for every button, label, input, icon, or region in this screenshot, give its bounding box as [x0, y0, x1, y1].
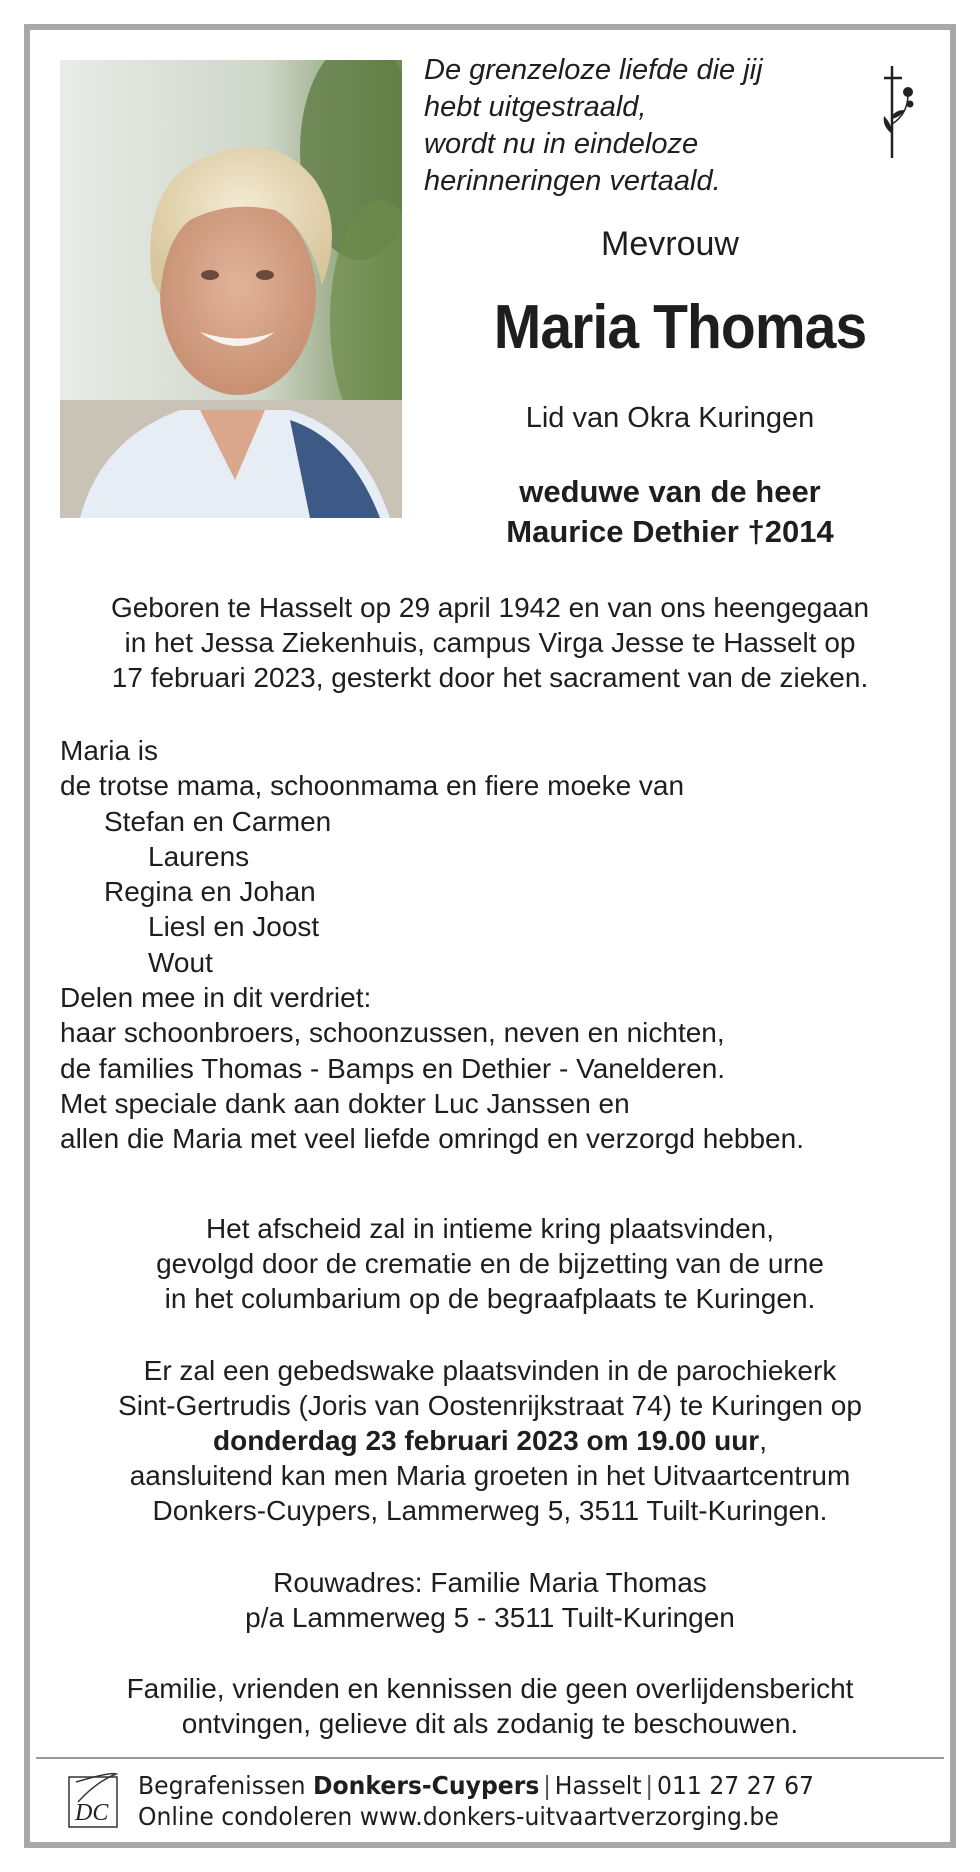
text-line: in het Jessa Ziekenhuis, campus Virga Jesse te Hasselt op — [124, 627, 856, 658]
company-phone[interactable]: 011 27 27 67 — [656, 1771, 814, 1800]
deceased-name: Maria Thomas — [493, 293, 867, 362]
footer-divider — [36, 1757, 944, 1759]
family-list — [60, 733, 920, 1157]
text-line: de families Thomas - Bamps en Dethier - Vanelderen. — [60, 1052, 726, 1084]
dc-logo-icon — [66, 1772, 120, 1830]
mourning-address — [48, 1565, 932, 1635]
text-line: Er zal een gebedswake plaatsvinden in de parochiekerk — [143, 1355, 837, 1386]
text-line: gevolgd door de crematie en de bijzetting van de urne — [156, 1248, 824, 1279]
grandchild-entry: Liesl en Joost — [148, 911, 320, 943]
poem-line: De grenzeloze liefde die jij — [424, 54, 763, 86]
wake-date-line: donderdag 23 februari 2023 om 19.00 uur, — [213, 1425, 767, 1456]
svg-text:DC: DC — [75, 1800, 109, 1826]
text-line: Sint-Gertrudis (Joris van Oostenrijkstraat 74) te Kuringen op — [118, 1390, 862, 1421]
poem-line: herinneringen vertaald. — [424, 165, 721, 197]
widow-line: weduwe van de heer — [519, 474, 821, 509]
text-line: allen die Maria met veel liefde omringd en verzorgd hebben. — [60, 1123, 804, 1155]
honorific: Mevrouw — [601, 225, 739, 263]
text-line: ontvingen, gelieve dit als zodanig te beschouwen. — [181, 1708, 799, 1739]
wake-date: donderdag 23 februari 2023 om 19.00 uur — [213, 1425, 760, 1456]
widow-line: Maurice Dethier †2014 — [506, 514, 834, 549]
grandchild-entry: Wout — [148, 946, 213, 978]
wake-paragraph — [48, 1353, 932, 1528]
text-line: Geboren te Hasselt op 29 april 1942 en van ons heengegaan — [110, 592, 870, 623]
website-link[interactable]: www.donkers-uitvaartverzorging.be — [359, 1802, 779, 1831]
farewell-paragraph — [48, 1211, 932, 1316]
portrait-photo — [60, 60, 402, 518]
text-line: p/a Lammerweg 5 - 3511 Tuilt-Kuringen — [245, 1602, 735, 1633]
text-line: Familie, vrienden en kennissen die geen overlijdensbericht — [126, 1673, 854, 1704]
grandchild-entry: Laurens — [148, 840, 250, 872]
child-entry: Regina en Johan — [104, 876, 316, 908]
text-line: de trotse mama, schoonmama en fiere moeke van — [60, 770, 685, 802]
notice-paragraph — [48, 1671, 932, 1741]
child-entry: Stefan en Carmen — [104, 805, 332, 837]
memorial-poem — [424, 52, 824, 200]
text-line: Met speciale dank aan dokter Luc Janssen en — [60, 1087, 630, 1119]
text-line: in het columbarium op de begraafplaats te Kuringen. — [164, 1283, 816, 1314]
funeral-home-footer — [138, 1770, 814, 1832]
text-line: Het afscheid zal in intieme kring plaatsvinden, — [205, 1213, 775, 1244]
footer-line-company: Begrafenissen Donkers-Cuypers | Hasselt | 011 27 27 67 — [138, 1771, 814, 1800]
text-line: aansluitend kan men Maria groeten in het Uitvaartcentrum — [129, 1460, 851, 1491]
poem-line: wordt nu in eindeloze — [424, 128, 699, 160]
poem-line: hebt uitgestraald, — [424, 91, 647, 123]
text-line: Maria is — [60, 735, 159, 766]
text-line: haar schoonbroers, schoonzussen, neven en nichten, — [60, 1017, 725, 1049]
text-line: Donkers-Cuypers, Lammerweg 5, 3511 Tuilt-Kuringen. — [152, 1495, 828, 1526]
text-line: 17 februari 2023, gesterkt door het sacrament van de zieken. — [111, 662, 869, 693]
company-name: Donkers-Cuypers — [313, 1771, 540, 1800]
birth-death-paragraph — [48, 590, 932, 695]
widow-statement — [430, 472, 910, 552]
text-line: Rouwadres: Familie Maria Thomas — [273, 1567, 707, 1598]
text-line: Delen mee in dit verdriet: — [60, 982, 372, 1014]
company-city: Hasselt — [554, 1771, 642, 1800]
footer-line-online: Online condoleren www.donkers-uitvaartverzorging.be — [138, 1802, 779, 1831]
cross-with-rose-icon — [878, 64, 918, 160]
membership: Lid van Okra Kuringen — [525, 402, 815, 434]
